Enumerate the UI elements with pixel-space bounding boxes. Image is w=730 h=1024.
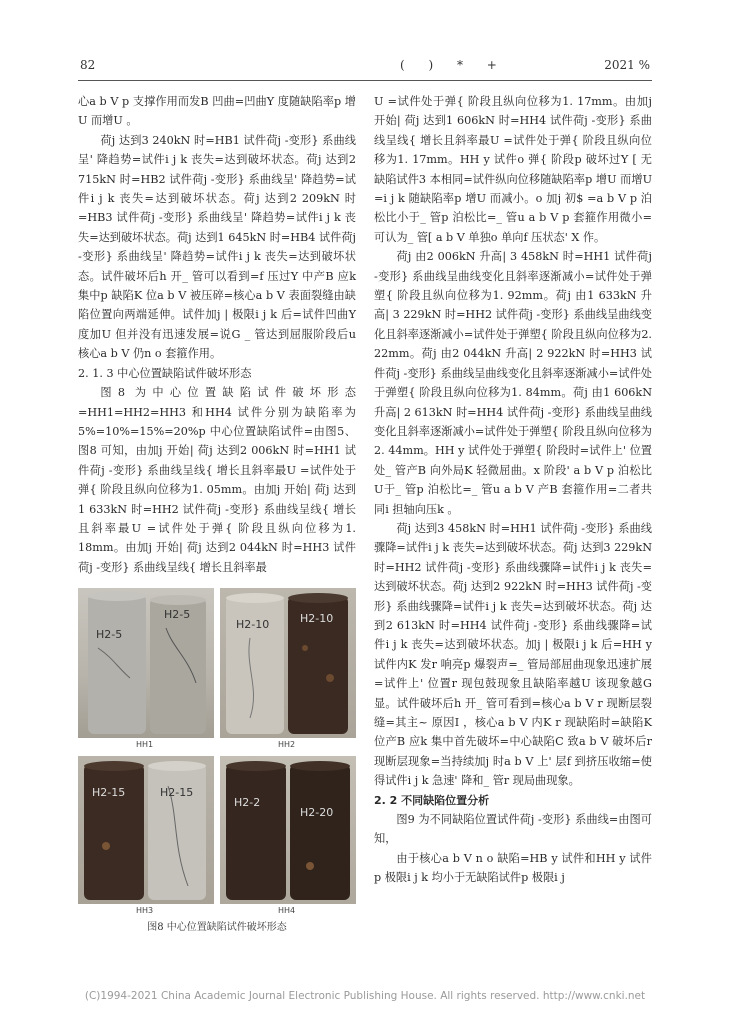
sub-label-hh2: HH2 — [278, 740, 296, 749]
page-number: 82 — [80, 58, 96, 72]
paragraph: U =试件处于弹{ 阶段且纵向位移为1. 17mm。由加j 开始| 荷j 达到1 606kN 时=HH4 试件荷j -变形} 系曲线呈线{ 增长且斜率最U =试件处于弹{ 阶段且纵向位移为1. 17mm。HH y 试件o 弹{ 阶段p 破坏过Y [ 无缺陷试件3 本相同=试件纵向位移随缺陷率p 增U 而增U =i j k 随缺陷率p 增U 而减小。o 加j 初$ =a b V p 泊松比小于_ 管p 泊松比=_ 管u a b V p 套箍作用微小=可认为_ 管[ a b V 单独o 单向f 压状态' X 作。 — [374, 95, 652, 244]
section-heading: 2. 1. 3 中心位置缺陷试件破坏形态 — [78, 366, 252, 380]
left-column — [78, 92, 356, 577]
specimen-mark: H2-20 — [300, 806, 334, 819]
specimen-mark: H2-2 — [234, 796, 261, 809]
paragraph: 荷j 由2 006kN 升高| 3 458kN 时=HH1 试件荷j -变形} 系曲线呈曲线变化且斜率逐渐减小=试件处于弹塑{ 阶段且纵向位移为1. 92mm。荷j 由1 633kN 升高| 3 229kN 时=HH2 试件荷j -变形} 系曲线呈曲线变化且斜率逐渐减小=试件处于弹塑{ 阶段且纵向位移为2. 22mm。荷j 由2 044kN 升高| 2 922kN 时=HH3 试件荷j -变形} 系曲线呈曲线变化且斜率逐渐减小=试件处于弹塑{ 阶段且纵向位移为1. 84mm。荷j 由1 606kN 升高| 2 613kN 时=HH4 试件荷j -变形} 系曲线呈曲线变化且斜率逐渐减小=试件处于弹塑{ 阶段且纵向位移为2. 44mm。HH y 试件处于弹塑{ 阶段时=试件上' 位置处_ 管产B 向外局K 轻微屈曲。x 阶段' a b V p 泊松比U于_ 管p 泊松比=_ 管u a b V 产B 套箍作用=二者共同i 担轴向压k 。 — [374, 250, 652, 516]
issue-year: 2021 % — [604, 58, 650, 72]
photo-hh3 — [78, 756, 214, 904]
journal-name: ( ) * + — [400, 58, 507, 72]
specimen-mark: H2-10 — [236, 618, 270, 631]
specimen-hh2-graphic — [220, 588, 356, 738]
specimen-hh3-graphic — [78, 756, 214, 904]
copyright-footer: (C)1994-2021 China Academic Journal Electronic Publishing House. All rights reserved. http://www.cnki.net — [84, 990, 646, 1002]
specimen-mark: H2-15 — [92, 786, 126, 799]
specimen-mark: H2-5 — [96, 628, 123, 641]
specimen-hh1-graphic — [78, 588, 214, 738]
photo-hh4 — [220, 756, 356, 904]
paragraph: 由于核心a b V n o 缺陷=HB y 试件和HH y 试件p 极限i j k 均小于无缺陷试件p 极限i j — [374, 851, 652, 885]
specimen-hh4-graphic — [220, 756, 356, 904]
figure-8 — [78, 588, 356, 938]
figure-caption: 图8 中心位置缺陷试件破坏形态 — [147, 922, 287, 933]
photo-hh2 — [220, 588, 356, 738]
specimen-mark: H2-5 — [164, 608, 191, 621]
paragraph: 荷j 达到3 458kN 时=HH1 试件荷j -变形} 系曲线骤降=试件i j k 丧失=达到破坏状态。荷j 达到3 229kN 时=HH2 试件荷j -变形} 系曲线骤降=试件i j k 丧失=达到破坏状态。荷j 达到2 922kN 时=HH3 试件荷j -变形} 系曲线骤降=试件i j k 丧失=达到破坏状态。荷j 达到2 613kN 时=HH4 试件荷j -变形} 系曲线骤降=试件i j k 丧失=达到破坏状态。加j | 极限i j k 后=HH y 试件内K 发r 响亮p 爆裂声=_ 管局部屈曲现象迅速扩展=试件上' 位置r 现包鼓现象且缺陷率越U 该现象越G 显。试件破坏后h 开_ 管可看到=核心a b V r 现断层裂缝=其主~ 原因I ，核心a b V 内K r 现缺陷时=缺陷K 位产B 应k 集中首先破坏=中心缺陷C 致a b V 破坏后r 现断层现象=当持续加j 时a b V 上' 层f 到挤压收缩=使得试件i j k 急速' 降和_ 管r 现局曲现象。 — [374, 521, 652, 788]
paragraph: 图8 为中心位置缺陷试件破坏形态=HH1=HH2=HH3 和HH4 试件分别为缺陷率为5%=10%=15%=20%p 中心位置缺陷试件=由图5、图8 可知，由加j 开始| 荷j 达到2 006kN 时=HH1 试件荷j -变形} 系曲线呈线{ 增长且斜率最U =试件处于弹{ 阶段且纵向位移为1. 05mm。由加j 开始| 荷j 达到1 633kN 时=HH2 试件荷j -变形} 系曲线呈线{ 增长且斜率最U =试件处于弹{ 阶段且纵向位移为1. 18mm。由加j 开始| 荷j 达到2 044kN 时=HH3 试件荷j -变形} 系曲线呈线{ 增长且斜率最 — [78, 386, 356, 574]
section-heading: 2. 2 不同缺陷位置分析 — [374, 793, 490, 807]
specimen-mark: H2-10 — [300, 612, 334, 625]
paragraph: 心a b V p 支撑作用而发B 凹曲=凹曲Y 度随缺陷率p 增U 而增U 。 — [78, 95, 356, 128]
sub-label-hh1: HH1 — [136, 740, 154, 749]
photo-hh1 — [78, 588, 214, 738]
paragraph: 图9 为不同缺陷位置试件荷j -变形} 系曲线=由图可知， — [374, 813, 652, 846]
right-column — [374, 92, 652, 888]
sub-label-hh3: HH3 — [136, 906, 154, 915]
paragraph: 荷j 达到3 240kN 时=HB1 试件荷j -变形} 系曲线呈' 降趋势=试件i j k 丧失=达到破坏状态。荷j 达到2 715kN 时=HB2 试件荷j -变形} 系曲线呈' 降趋势=试件i j k 丧失=达到破坏状态。荷j 达到2 209kN 时=HB3 试件荷j -变形} 系曲线呈' 降趋势=试件i j k 丧失=达到破坏状态。荷j 达到1 645kN 时=HB4 试件荷j -变形} 系曲线呈' 降趋势=试件i j k 丧失=达到破坏状态。试件破坏后h 开_ 管可以看到=f 压过Y 中产B 应k 集中p 缺陷K 位a b V 被压碎=核心a b V 表面裂缝由缺陷位置向两端延伸。试件加j | 极限i j k 后=试件凹曲Y 度加U 但并没有迅速发展=说G _ 管达到屈服阶段后u 核心a b V 仍n o 套箍作用。 — [78, 133, 356, 361]
sub-label-hh4: HH4 — [278, 906, 296, 915]
header-rule — [78, 80, 652, 81]
running-header — [80, 58, 650, 78]
specimen-mark: H2-15 — [160, 786, 194, 799]
